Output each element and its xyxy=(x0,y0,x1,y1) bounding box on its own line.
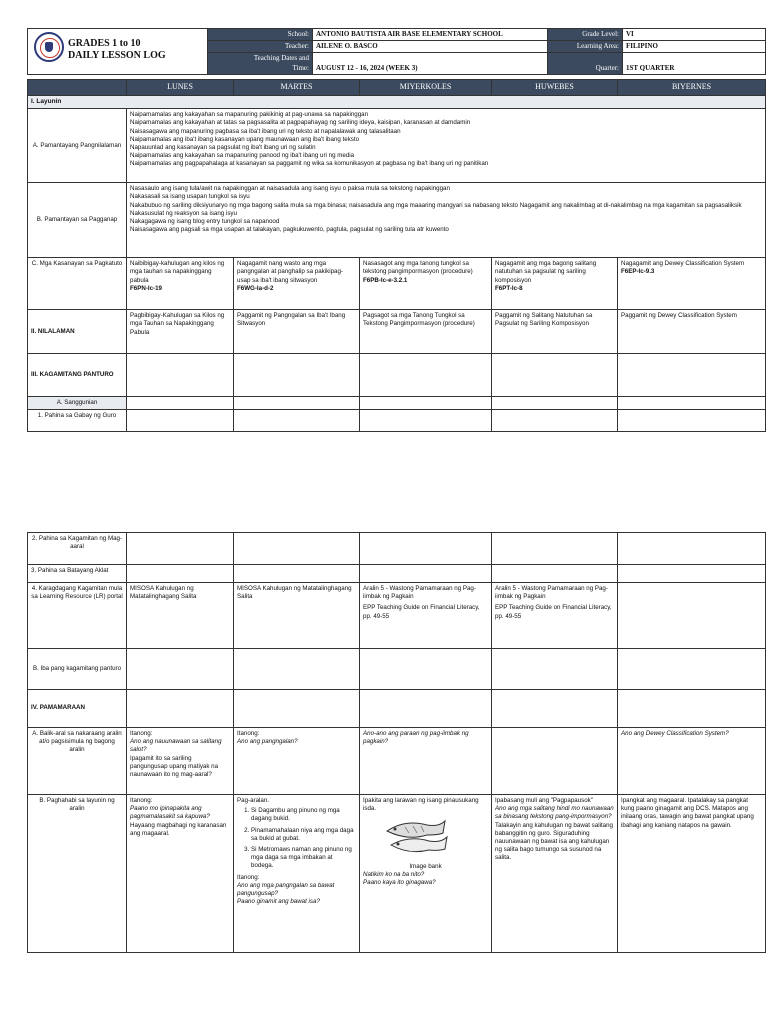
question-text: Ano ang nauunawaan sa salitang salot? xyxy=(130,738,222,754)
pamamaraan-label: IV. PAMAMARAAN xyxy=(28,690,127,728)
kasanayan-lunes xyxy=(127,258,234,310)
pamantayang-line: Napauunlad ang kasanayan sa pagsulat ng iba't ibang uri ng sulatin xyxy=(130,143,316,151)
epp-text: EPP Teaching Guide on Financial Literacy, pp. 49-55 xyxy=(363,604,480,620)
question-text: Paano kaya ito ginagawa? xyxy=(363,878,436,886)
pamantayang-line: Naipamamalas ang kakayahan sa mapanuring panood ng iba't ibang uri ng media xyxy=(130,152,355,160)
lr-text: Aralin 5 - Wastong Pamamaraan ng Pag-iimbak ng Pagkain xyxy=(495,585,608,601)
itanong-text: Itanong: xyxy=(130,797,153,804)
kasanayan-code: F6PT-Ic-8 xyxy=(495,284,523,292)
balik-aral-label: A. Balik-aral sa nakaraang aralin at/o pagsisimula ng bagong aralin xyxy=(28,728,127,795)
day-biyernes: BIYERNES xyxy=(618,80,766,96)
image-caption: Image bank xyxy=(409,862,442,870)
paghahabi-biyernes: Ipangkat ang magaaral. Ipatalakay sa pangkat kung paano ginagamit ang DCS. Matapos ang inilaang oras, tawagin ang bawat pangkat upang ibahagi ang kaniang natapos na gawain. xyxy=(618,795,766,953)
nilalaman-miyerkoles: Pagsagot sa mga Tanong Tungkol sa Tekstong Pangimpormasyon (procedure) xyxy=(360,310,492,354)
iba-pang-label: B. Iba pang kagamitang panturo xyxy=(28,649,127,690)
paghahabi-lunes xyxy=(127,795,234,953)
lesson-table-1 xyxy=(27,79,766,432)
paghahabi-martes xyxy=(234,795,360,953)
smoked-fish-icon xyxy=(383,817,453,857)
paghahabi-label: B. Paghahabi sa layunin ng aralin xyxy=(28,795,127,953)
grade-value: VI xyxy=(623,29,766,41)
balik-aral-martes xyxy=(234,728,360,795)
kasanayan-text: Nasasagot ang mga tanong tungkol sa tekstong pangimpormasyon (procedure) xyxy=(363,260,473,276)
pagganap-content xyxy=(127,183,766,258)
nilalaman-label: II. NILALAMAN xyxy=(28,310,127,354)
nilalaman-huwebes: Paggamit ng Salitang Natutuhan sa Pagsulat ng Sariling Komposisyon xyxy=(492,310,618,354)
sanggunian-label: A. Sanggunian xyxy=(28,397,127,410)
lr-text: Aralin 5 - Wastong Pamamaraan ng Pag-iimbak ng Pagkain xyxy=(363,585,476,601)
kasanayan-code: F6WG-Ia-d-2 xyxy=(237,284,274,292)
list-item: 1. Si Dagambu ang pinuno ng mga dagang bukid. xyxy=(251,807,356,823)
question-text: Ano ang pangngalan? xyxy=(237,738,298,746)
itanong-text: Itanong: xyxy=(130,730,153,737)
balik-aral-lunes xyxy=(127,728,234,795)
intro-text: Pag-aralan. xyxy=(237,797,269,804)
pagganap-line: Nakagagawa ng isang blog entry tungkol sa napanood xyxy=(130,217,280,225)
kasanayan-code: F6PN-Ic-19 xyxy=(130,284,162,292)
list-item: 3. Si Metromaws naman ang pinuno ng mga daga sa mga imbakan at bodega. xyxy=(251,846,356,871)
pamantayang-content xyxy=(127,109,766,183)
pagganap-line: Nasasaulo ang isang tula/awit na napakinggan at naisasadula ang isang isyu o paksa mula sa tekstong napakinggan xyxy=(130,185,450,193)
kasanayan-martes xyxy=(234,258,360,310)
day-martes: MARTES xyxy=(234,80,360,96)
epp-text: EPP Teaching Guide on Financial Literacy, pp. 49-55 xyxy=(495,604,612,620)
paghahabi-miyerkoles xyxy=(360,795,492,953)
question-text: Natikim ko na ba nito? xyxy=(363,870,425,878)
sentence-list xyxy=(237,807,356,870)
question-text: Paano ginamit ang bawat isa? xyxy=(237,898,320,906)
question-text: Ano ang mga salitang hindi mo naunawaan sa binasang tekstong pang-impormasyon? xyxy=(495,805,614,821)
pamantayang-line: Naisasagawa ang mapanuring pagbasa sa iba't ibang uri ng teksto at napalalawak ang talasalitaan xyxy=(130,127,401,135)
lesson-table-part-1 xyxy=(27,79,765,432)
lr-lunes: MISOSA Kahulugan ng Matatalinghagang Salita xyxy=(127,583,234,649)
instruction-text: Talakayin ang kahulugan ng bawat salitang babanggitin ng guro. Siguraduhing nauunawaan ng bawat isa ang kahulugan ng salita bago tumungo sa susunod na salita. xyxy=(495,821,613,862)
intro-text: Ipabasang muli ang "Pagpapausok" xyxy=(495,797,593,804)
school-value: ANTONIO BAUTISTA AIR BASE ELEMENTARY SCHOOL xyxy=(313,29,548,41)
dates-label xyxy=(208,53,313,74)
pamantayang-line: Naipamamalas ang pagpapahalaga at kasanayan sa paggamit ng wika sa komunikasyon at pagbasa ng iba't ibang uri ng panitikan xyxy=(130,160,489,168)
day-miyerkoles: MIYERKOLES xyxy=(360,80,492,96)
itanong-text: Itanong: xyxy=(237,730,260,737)
kasanayan-biyernes xyxy=(618,258,766,310)
dates-label-1: Teaching Dates and xyxy=(253,54,309,63)
pagganap-line: Naisasagawa ang pagsali sa mga usapan at talakayan, pagkukuwento, pagtula, pagsulat ng sariling tula atr kuwento xyxy=(130,226,449,234)
teacher-value: AILENE O. BASCO xyxy=(313,41,548,53)
itanong-text: Itanong: xyxy=(237,873,260,881)
nilalaman-lunes: Pagbibigay-Kahulugan sa Kilos ng mga Tauhan sa Napakinggang Pabula xyxy=(127,310,234,354)
question-text: Paano mo ipinapakita ang pagmamalasakit sa kapuwa? xyxy=(130,805,210,821)
list-item: 2. Pinamamahalaan niya ang mga daga sa bukid at gubat. xyxy=(251,827,356,843)
paghahabi-huwebes xyxy=(492,795,618,953)
day-lunes: LUNES xyxy=(127,80,234,96)
question-text: Ano ang mga pangngalan sa bawat pangungusap? xyxy=(237,881,335,897)
pagganap-line: Nakasasali sa isang usapan tungkol sa isyu xyxy=(130,193,250,201)
kasanayan-text: Nagagamit ang mga bagong salitang natutuhan sa pagsulat ng sariling komposisyon xyxy=(495,260,597,284)
pagganap-line: Nakabubuo ng sariling diksiyunaryo ng mga bagong salita mula sa mga binasa; naisasadula ang mga maaaring mangyari sa nabasang teksto Nagagamit ang nakalimbag at di-nakalimbag na mga kagamitan sa pagsasaliksik xyxy=(130,201,742,209)
quarter-value: 1ST QUARTER xyxy=(623,53,766,74)
title-line-2: DAILY LESSON LOG xyxy=(68,50,166,61)
instruction-text: Hayaang magbahagi ng karanasan ang magaaral. xyxy=(130,821,227,837)
lr-label: 4. Karagdagang Kagamitan mula sa Learning Resource (LR) portal xyxy=(28,583,127,649)
area-value: FILIPINO xyxy=(623,41,766,53)
blank-header xyxy=(28,80,127,96)
pamantayang-line: Naipamamalas ang kakayahan at tatas sa pagsasalita at pagpapahayag ng sariling ideya, kaisipan, karanasan at damdamin xyxy=(130,119,471,127)
nilalaman-martes: Paggamit ng Pangngalan sa Iba't Ibang Sitwasyon xyxy=(234,310,360,354)
area-label: Learning Area: xyxy=(548,41,623,53)
day-huwebes: HUWEBES xyxy=(492,80,618,96)
nilalaman-biyernes: Paggamit ng Dewey Classification System xyxy=(618,310,766,354)
header-table xyxy=(27,28,766,75)
logo-cell xyxy=(28,29,208,75)
pamantayang-line: Naipamamalas ang kakayahan sa mapanuring pakikinig at pag-unawa sa napakinggan xyxy=(130,111,369,119)
pagganap-line: Nakasusulat ng reaksyon sa isang isyu xyxy=(130,209,237,217)
header-block xyxy=(27,28,765,75)
pagganap-label: B. Pamantayan sa Pagganap xyxy=(28,183,127,258)
lr-miyerkoles xyxy=(360,583,492,649)
kasanayan-miyerkoles xyxy=(360,258,492,310)
kasanayan-code: F6EP-Ic-9.3 xyxy=(621,268,655,276)
lr-martes: MISOSA Kahulugan ng Matatalinghagang Salita xyxy=(234,583,360,649)
kasanayan-text: Naibibigay-kahulugan ang kilos ng mga tauhan sa napakinggang pabula xyxy=(130,260,225,284)
lr-huwebes xyxy=(492,583,618,649)
quarter-label: Quarter: xyxy=(548,53,623,74)
pamantayang-line: Naipamamalas ang iba't ibang kasanayan upang maunawaan ang iba't ibang teksto xyxy=(130,135,360,143)
deped-seal-icon xyxy=(34,32,64,62)
kagamitan-label: III. KAGAMITANG PANTURO xyxy=(28,354,127,397)
grade-label: Grade Level: xyxy=(548,29,623,41)
school-label: School: xyxy=(208,29,313,41)
kasanayan-huwebes xyxy=(492,258,618,310)
dates-label-2: Time: xyxy=(292,63,309,72)
instruction-text: Ipagamit ito sa sariling pangungusap upang matiyak na naunawaan ito ng mag-aaral? xyxy=(130,754,219,778)
intro-text: Ipakita ang larawan ng isang pinausukang isda. xyxy=(363,797,479,813)
kasanayan-text: Nagagamit nang wasto ang mga pangngalan at panghalip sa pakikipag-usap sa iba't ibang sitwasyon xyxy=(237,260,343,284)
lesson-table-2 xyxy=(27,532,766,953)
dates-value: AUGUST 12 - 16, 2024 (WEEK 3) xyxy=(313,53,548,74)
balik-aral-biyernes: Ano ang Dewey Classification System? xyxy=(618,728,766,795)
gabay-label: 1. Pahina sa Gabay ng Guro xyxy=(28,410,127,432)
kasanayan-label: C. Mga Kasanayan sa Pagkatuto xyxy=(28,258,127,310)
batayang-aklat-label: 3. Pahina sa Batayang Aklat xyxy=(28,565,127,583)
title-line-1: GRADES 1 to 10 xyxy=(68,38,141,49)
kasanayan-text: Nagagamit ang Dewey Classification System xyxy=(621,260,745,268)
lesson-table-part-2 xyxy=(27,532,765,953)
balik-aral-miyerkoles: Ano-ano ang paraan ng pag-iimbak ng pagkain? xyxy=(360,728,492,795)
kasanayan-code: F6PB-Ic-e-3.2.1 xyxy=(363,276,408,284)
teacher-label: Teacher: xyxy=(208,41,313,53)
section-layunin: I. Layunin xyxy=(28,95,766,109)
pamantayang-label: A. Pamantayang Pangnilalaman xyxy=(28,109,127,183)
kagamitan-mag-aaral-label: 2. Pahina sa Kagamitan ng Mag-aaral xyxy=(28,533,127,565)
